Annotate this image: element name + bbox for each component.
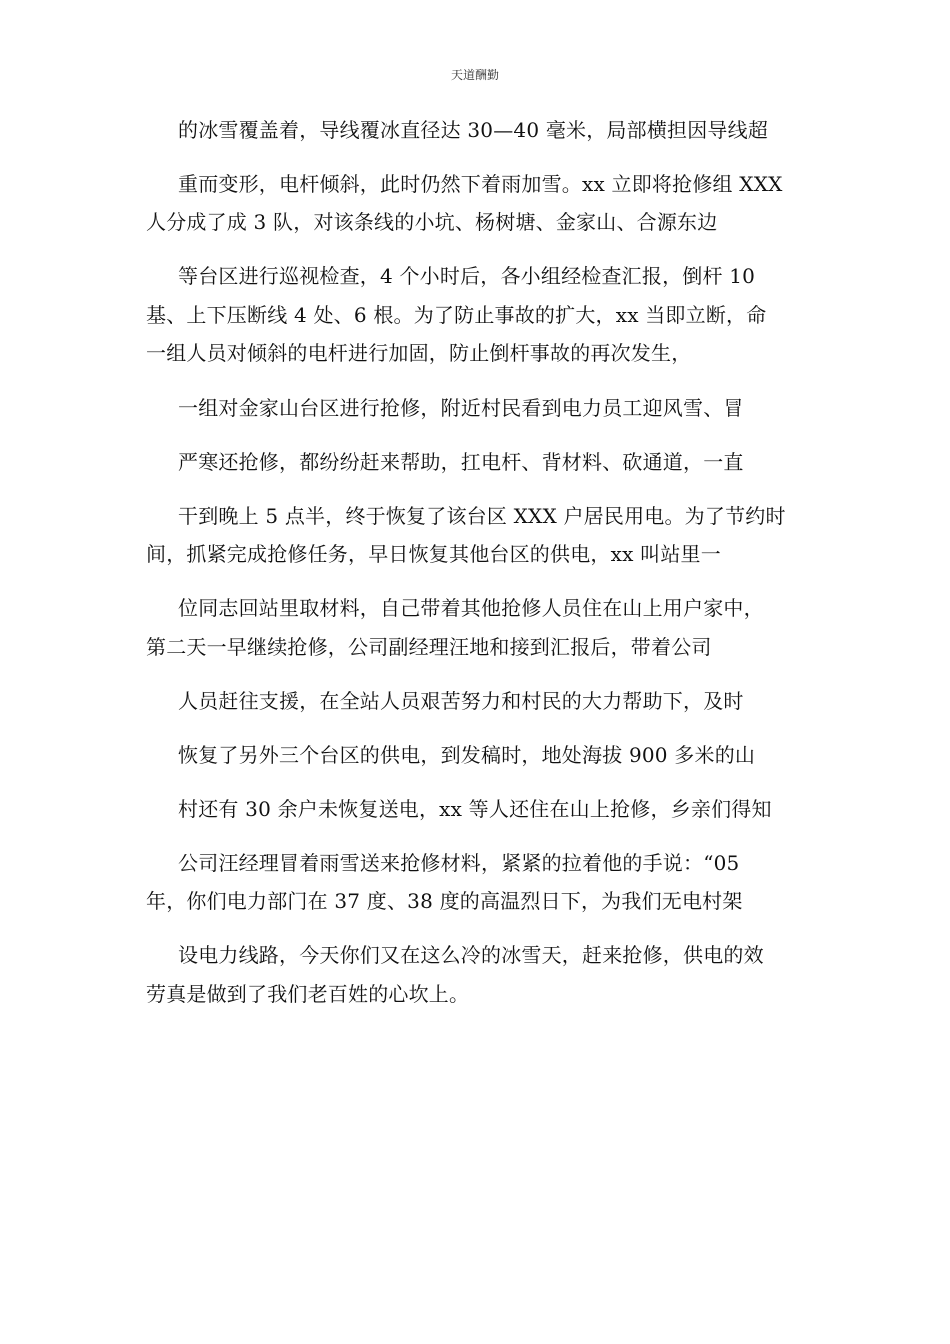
body-line: 位同志回站里取材料，自己带着其他抢修人员住在山上用户家中， [178,596,764,620]
body-line: 年，你们电力部门在 37 度、38 度的高温烈日下，为我们无电村架 [146,889,743,913]
body-line: 一组人员对倾斜的电杆进行加固，防止倒杆事故的再次发生， [146,341,692,365]
body-line: 一组对金家山台区进行抢修，附近村民看到电力员工迎风雪、冒 [178,396,744,420]
body-line: 人分成了成 3 队，对该条线的小坑、杨树塘、金家山、合源东边 [146,210,718,234]
body-line: 基、上下压断线 4 处、6 根。为了防止事故的扩大，xx 当即立断，命 [146,303,767,327]
body-line: 干到晚上 5 点半，终于恢复了该台区 XXX 户居民用电。为了节约时 [178,504,786,528]
body-line: 等台区进行巡视检查，4 个小时后，各小组经检查汇报，倒杆 10 [178,264,756,288]
body-line: 村还有 30 余户未恢复送电，xx 等人还住在山上抢修，乡亲们得知 [178,797,772,821]
body-line: 第二天一早继续抢修，公司副经理汪地和接到汇报后，带着公司 [146,635,712,659]
body-line: 劳真是做到了我们老百姓的心坎上。 [146,982,470,1006]
body-line: 恢复了另外三个台区的供电，到发稿时，地处海拔 900 多米的山 [178,743,756,767]
body-line: 间，抓紧完成抢修任务，早日恢复其他台区的供电，xx 叫站里一 [146,542,721,566]
body-line: 人员赶往支援，在全站人员艰苦努力和村民的大力帮助下，及时 [178,689,744,713]
body-line: 严寒还抢修，都纷纷赶来帮助，扛电杆、背材料、砍通道，一直 [178,450,744,474]
body-line: 重而变形，电杆倾斜，此时仍然下着雨加雪。xx 立即将抢修组 XXX [178,172,783,196]
body-line: 公司汪经理冒着雨雪送来抢修材料，紧紧的拉着他的手说：“05 [178,851,740,875]
body-line: 设电力线路，今天你们又在这么冷的冰雪天，赶来抢修，供电的效 [178,943,764,967]
page-header: 天道酬勤 [450,68,499,82]
body-line: 的冰雪覆盖着，导线覆冰直径达 30—40 毫米，局部横担因导线超 [178,118,769,142]
